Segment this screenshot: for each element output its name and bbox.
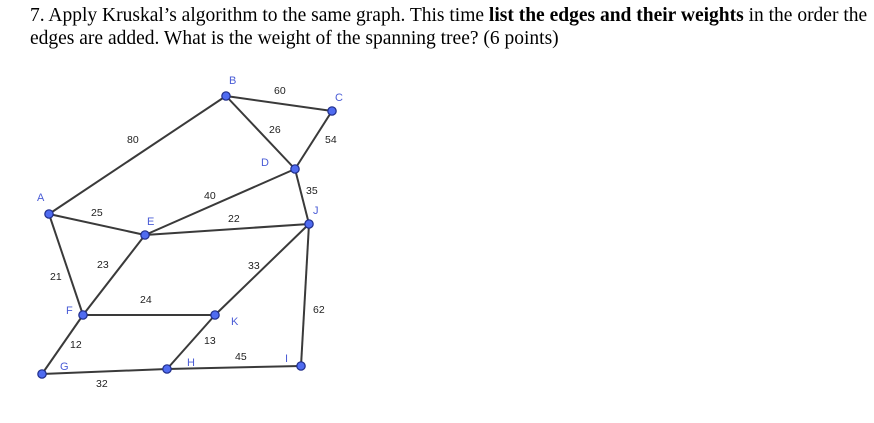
question-suffix: in the order the edges are added. What is the weight of the spanning tree? (6 points) — [30, 5, 868, 49]
vertex-i[interactable] — [297, 362, 305, 370]
vertex-g[interactable] — [38, 370, 46, 378]
edge-weight-b-d: 26 — [269, 124, 281, 136]
edge-weight-a-f: 21 — [50, 271, 62, 283]
vertex-a[interactable] — [45, 210, 53, 218]
question-prefix: 7. Apply Kruskal’s algorithm to the same graph. This time — [30, 5, 489, 26]
vertex-h[interactable] — [163, 365, 171, 373]
vertex-e[interactable] — [141, 231, 149, 239]
vertex-label-j: J — [313, 205, 319, 217]
vertex-b[interactable] — [222, 92, 230, 100]
edge-weight-h-i: 45 — [235, 351, 247, 363]
vertex-label-g: G — [60, 361, 69, 373]
vertex-label-d: D — [261, 157, 269, 169]
edge-weight-a-b: 80 — [127, 134, 139, 146]
vertex-j[interactable] — [305, 220, 313, 228]
edge-weight-k-h: 13 — [204, 335, 216, 347]
edges-layer — [42, 96, 332, 374]
edge-e-j — [145, 224, 309, 235]
vertex-label-h: H — [187, 357, 195, 369]
vertex-c[interactable] — [328, 107, 336, 115]
edge-e-f — [83, 235, 145, 315]
edge-d-e — [145, 169, 295, 235]
edge-j-i — [301, 224, 309, 366]
edge-a-f — [49, 214, 83, 315]
edge-weight-a-e: 25 — [91, 207, 103, 219]
vertex-d[interactable] — [291, 165, 299, 173]
edge-j-k — [215, 224, 309, 315]
edge-weight-b-c: 60 — [274, 85, 286, 97]
edge-weight-j-k: 33 — [248, 260, 260, 272]
vertex-label-a: A — [37, 192, 45, 204]
edge-weight-c-d: 54 — [325, 134, 337, 146]
edge-weight-f-g: 12 — [70, 339, 82, 351]
vertex-label-e: E — [147, 216, 155, 228]
edge-a-b — [49, 96, 226, 214]
question-emphasis: list the edges and their weights — [488, 5, 744, 26]
vertex-label-c: C — [335, 92, 343, 104]
edge-weight-e-j: 22 — [228, 213, 240, 225]
edge-b-c — [226, 96, 332, 111]
edge-weight-j-i: 62 — [313, 304, 325, 316]
edge-weight-d-e: 40 — [204, 190, 216, 202]
vertex-label-b: B — [229, 75, 237, 87]
edge-weight-f-k: 24 — [140, 294, 152, 306]
edge-weight-e-f: 23 — [97, 259, 109, 271]
vertex-k[interactable] — [211, 311, 219, 319]
vertex-label-i: I — [285, 353, 289, 365]
edge-weight-d-j: 35 — [306, 185, 318, 197]
edge-weight-g-h: 32 — [96, 378, 108, 390]
vertex-label-k: K — [231, 316, 239, 328]
vertex-f[interactable] — [79, 311, 87, 319]
vertex-label-f: F — [66, 305, 73, 317]
